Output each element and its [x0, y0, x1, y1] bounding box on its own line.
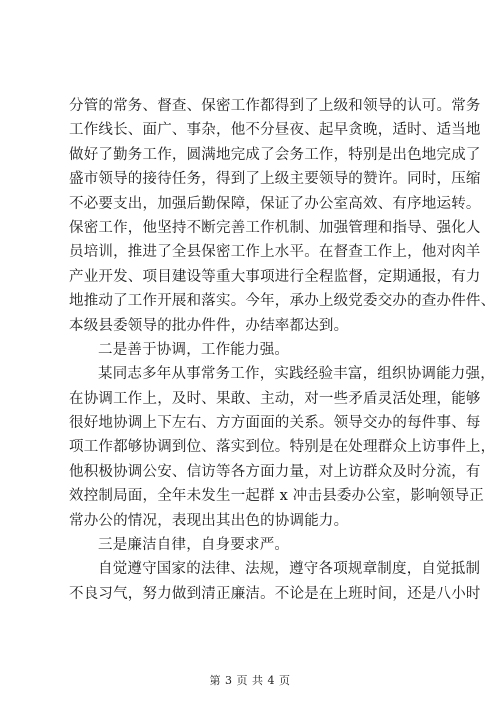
body-line-12: 某同志多年从事常务工作，实践经验丰富，组织协调能力强， — [98, 366, 495, 383]
body-line-3: 做好了勤务工作，圆满地完成了会务工作，特别是出色地完成了 — [69, 146, 481, 163]
body-line-14: 很好地协调上下左右、方方面面的关系。领导交办的每件事、每 — [69, 415, 481, 432]
section-heading-3: 三是廉洁自律，自身要求严。 — [98, 537, 290, 554]
body-line-21: 不良习气，努力做到清正廉洁。不论是在上班时间，还是八小时 — [69, 585, 481, 602]
body-line-8: 产业开发、项目建设等重大事项进行全程监督，定期通报，有力 — [69, 268, 481, 285]
body-line-17: 效控制局面，全年未发生一起群 x 冲击县委办公室，影响领导正 — [69, 488, 484, 505]
section-heading-2: 二是善于协调，工作能力强。 — [98, 341, 290, 358]
body-line-13: 在协调工作上，及时、果敢、主动，对一些矛盾灵活处理，能够 — [69, 390, 481, 407]
body-line-10: 本级县委领导的批办件件，办结率都达到。 — [69, 317, 349, 334]
body-line-18: 常办公的情况，表现出其出色的协调能力。 — [69, 512, 349, 529]
page-number-footer: 第 3 页 共 4 页 — [209, 674, 291, 687]
body-line-5: 不必要支出，加强后勤保障，保证了办公室高效、有序地运转。 — [69, 195, 481, 212]
body-line-2: 工作线长、面广、事杂，他不分昼夜、起早贪晚，适时、适当地 — [69, 122, 481, 139]
body-line-9: 地推动了工作开展和落实。今年，承办上级党委交办的查办件件、 — [69, 293, 496, 310]
body-line-7: 员培训，推进了全县保密工作上水平。在督查工作上，他对肉羊 — [69, 244, 481, 261]
body-line-6: 保密工作，他坚持不断完善工作机制、加强管理和指导、强化人 — [69, 219, 481, 236]
body-line-4: 盛市领导的接待任务，得到了上级主要领导的赞许。同时，压缩 — [69, 171, 481, 188]
body-line-15: 项工作都够协调到位、落实到位。特别是在处理群众上访事件上， — [69, 439, 496, 456]
body-line-1: 分管的常务、督查、保密工作都得到了上级和领导的认可。常务 — [69, 98, 481, 114]
body-line-16: 他积极协调公安、信访等各方面力量，对上访群众及时分流，有 — [69, 463, 481, 480]
body-line-20: 自觉遵守国家的法律、法规，遵守各项规章制度，自觉抵制 — [98, 561, 481, 578]
document-body — [69, 94, 496, 606]
